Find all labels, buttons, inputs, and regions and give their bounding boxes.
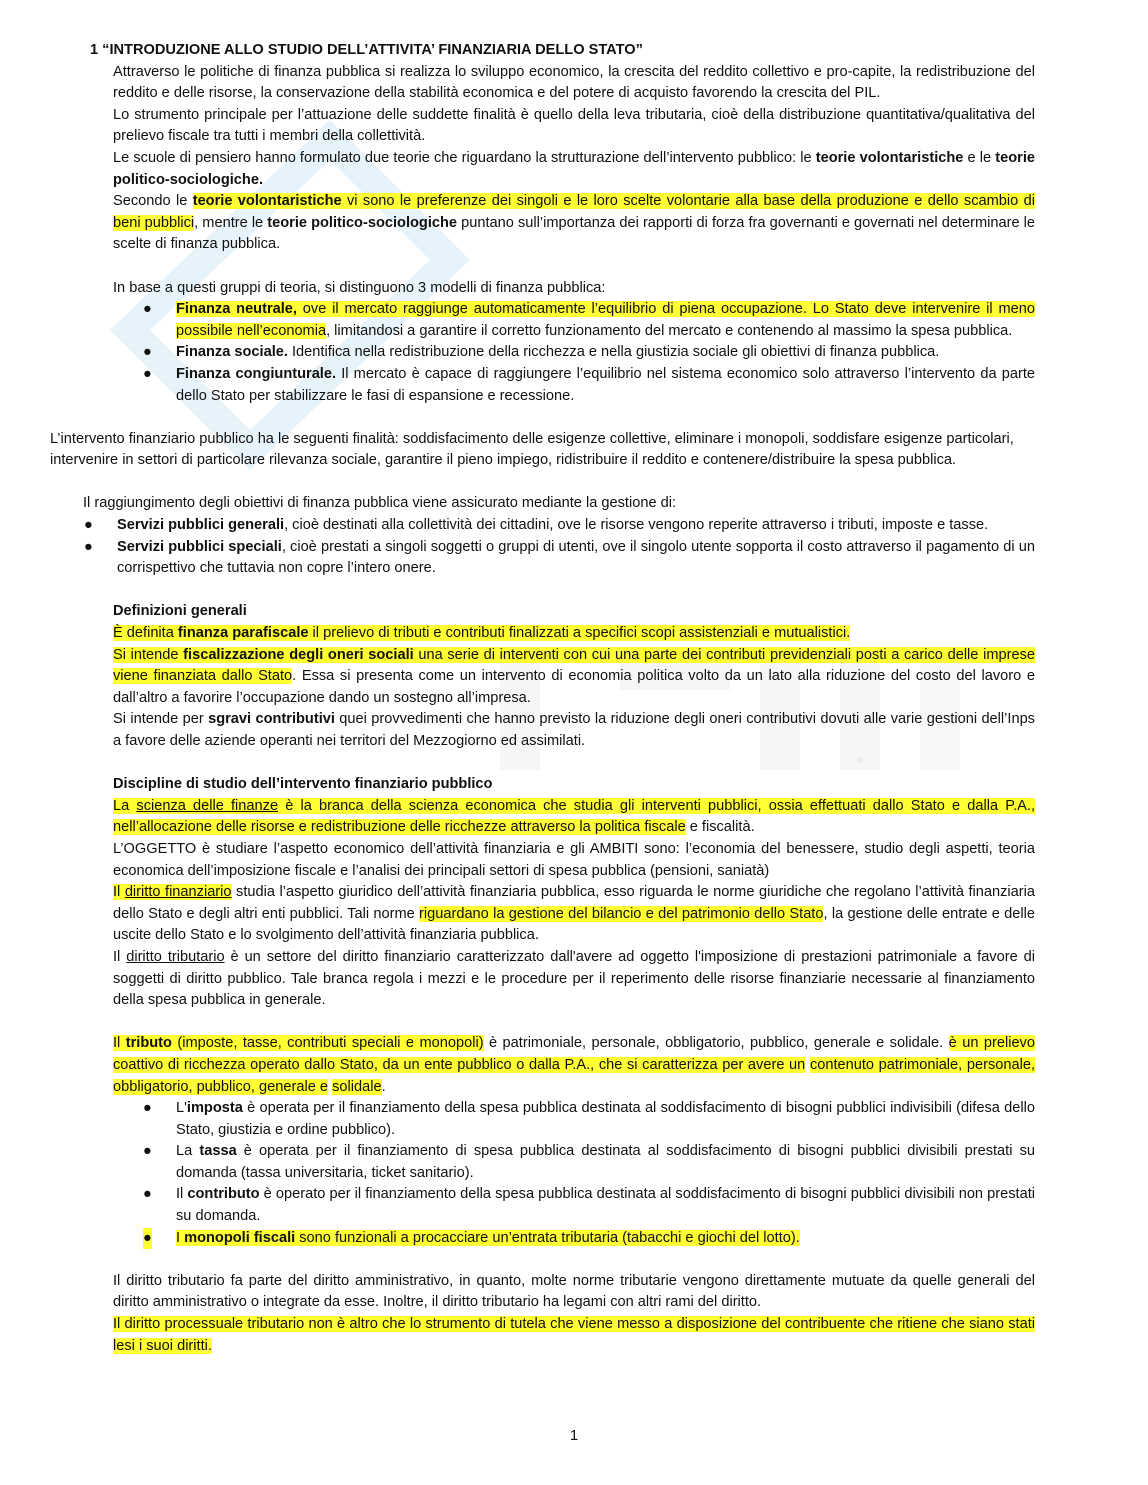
bullet-icon: ●	[84, 538, 93, 555]
intro-paragraph-3: Le scuole di pensiero hanno formulato due teorie che riguardano la strutturazione dell’intervento pubblico: le teorie volontaristiche e le teorie politico-sociologiche.	[113, 149, 1035, 188]
list-item: ● Finanza neutrale, ove il mercato raggiunge automaticamente l’equilibrio di piena occupazione. Lo Stato deve intervenire il meno possibile nell’economia, limitandosi a garantire il corretto funzionamento del mercato e contenendo al massimo la spesa pubblica.	[143, 301, 1035, 339]
definizioni-heading: Definizioni generali	[113, 603, 247, 620]
bullet-icon: ●	[143, 1143, 152, 1160]
list-item: ● Servizi pubblici speciali, cioè prestati a singoli soggetti o gruppi di utenti, ove il singolo utente sopporta il costo attraverso il pagamento di un corrispettivo che tuttavia non copre l’intero onere.	[84, 538, 1035, 577]
list-item: ● L'imposta è operata per il finanziamento della spesa pubblica destinata al soddisfacimento di bisogni pubblici indivisibili (difesa dello Stato, giustizia e ordine pubblico).	[143, 1100, 1035, 1138]
models-list	[50, 299, 1035, 407]
bullet-icon: ●	[143, 365, 152, 382]
list-item: ● I monopoli fiscali sono funzionali a procacciare un’entrata tributaria (tabacchi e giochi del lotto).	[50, 1228, 1035, 1250]
list-item: ● Finanza sociale. Identifica nella redistribuzione della ricchezza e nella giustizia sociale gli obiettivi di finanza pubblica.	[50, 342, 1035, 364]
models-intro: In base a questi gruppi di teoria, si distinguono 3 modelli di finanza pubblica:	[113, 279, 606, 296]
bullet-icon: ●	[143, 1228, 152, 1250]
list-item: ● La tassa è operata per il finanziamento di spesa pubblica destinata al soddisfacimento di bisogni pubblici divisibili prestati su domanda (tassa universitaria, ticket sanitario).	[143, 1143, 1035, 1181]
page-title: 1 “INTRODUZIONE ALLO STUDIO DELL’ATTIVITA’ FINANZIARIA DELLO STATO”	[90, 42, 643, 58]
servizi-list	[50, 515, 1035, 580]
discipline-heading: Discipline di studio dell’intervento finanziario pubblico	[113, 776, 493, 793]
diritto-finanziario: Il diritto finanziario studia l’aspetto giuridico dell’attività finanziaria pubblica, esso riguarda le norme giuridiche che regolano l’attività finanziaria dello Stato e degli altri enti pubblici. Tali norme riguardano la gestione del bilancio e del patrimonio dello Stato, la gestione delle entrate e delle uscite dello Stato e lo svolgimento dell’attività finanziaria pubblica.	[113, 884, 1035, 944]
intro-paragraph-1: Attraverso le politiche di finanza pubblica si realizza lo sviluppo economico, la crescita del reddito collettivo e pro-capite, la redistribuzione del reddito e delle risorse, la conservazione della stabilità economica e del potere di acquisto favorendo la crescita del PIL.	[113, 63, 1035, 102]
scienza-finanze: La scienza delle finanze è la branca della scienza economica che studia gli interventi pubblici, ossia effettuati dallo Stato e dalla P.A., nell’allocazione delle risorse e redistribuzione delle ricchezze attraverso la politica fiscale e fiscalità.	[113, 797, 1036, 836]
bullet-icon: ●	[84, 517, 93, 534]
servizi-intro: Il raggiungimento degli obiettivi di finanza pubblica viene assicurato mediante la gestione di:	[83, 495, 677, 512]
tributo-paragraph: Il tributo (imposte, tasse, contributi speciali e monopoli) è patrimoniale, personale, obbligatorio, pubblico, generale e solidale. è un prelievo coattivo di ricchezza operato dallo Stato, da un ente pubblico o dalla P.A., che si caratterizza per avere un contenuto patrimoniale, personale, obbligatorio, pubblico, generale e solidale.	[113, 1035, 1035, 1095]
definizione-3: Si intende per sgravi contributivi quei provvedimenti che hanno previsto la riduzione degli oneri contributivi dovuti alle varie gestioni dell’Inps a favore delle aziende operanti nei territori del Mezzogiorno ed assimilati.	[113, 711, 1035, 749]
chiusura-paragraph-1: Il diritto tributario fa parte del diritto amministrativo, in quanto, molte norme tributarie vengono direttamente mutuate da quelle generali del diritto amministrativo o integrate da esse. Inoltre, il diritto tributario ha legami con altri rami del diritto.	[113, 1272, 1035, 1311]
intro-paragraph-2: Lo strumento principale per l’attuazione delle suddette finalità è quello della leva tributaria, cioè della distribuzione quantitativa/qualitativa del prelievo fiscale tra tutti i membri della collettività.	[113, 106, 1035, 145]
list-item: ● Il contributo è operato per il finanziamento della spesa pubblica destinata al soddisfacimento di bisogni pubblici divisibili non prestati su domanda.	[143, 1186, 1036, 1225]
list-item: ● Servizi pubblici generali, cioè destinati alla collettività dei cittadini, ove le risorse vengono reperite attraverso i tributi, imposte e tasse.	[50, 515, 1035, 537]
bullet-icon: ●	[143, 344, 152, 361]
definizione-1: È definita finanza parafiscale il prelievo di tributi e contributi finalizzati a specifici scopi assistenziali e mutualistici.	[113, 625, 851, 642]
list-item: ● Finanza congiunturale. Il mercato è capace di raggiungere l’equilibrio nel sistema economico solo attraverso l’intervento da parte dello Stato per stabilizzare le fasi di espansione e recessione.	[143, 365, 1036, 404]
chiusura-paragraph-2: Il diritto processuale tributario non è altro che lo strumento di tutela che viene messo a disposizione del contribuente che ritiene che siano stati lesi i suoi diritti.	[113, 1316, 1035, 1354]
page-number: 1	[569, 1427, 579, 1444]
oggetto-ambiti: L’OGGETTO è studiare l’aspetto economico dell’attività finanziaria e gli AMBITI sono: l’economia del benessere, studio degli aspetti, teoria economica dell’imposizione fiscale e l’analisi dei principali settori di spesa pubblica (pensioni, saniatà)	[113, 840, 1035, 879]
intro-paragraph-4: Secondo le teorie volontaristiche vi sono le preferenze dei singoli e le loro scelte volontarie alla base della produzione e dello scambio di beni pubblici, mentre le teorie politico-sociologiche puntano sull’importanza dei rapporti di forza fra governanti e governati nel determinare le scelte di finanza pubblica.	[113, 193, 1036, 253]
diritto-tributario: Il diritto tributario è un settore del diritto finanziario caratterizzato dall'avere ad oggetto l'imposizione di prestazioni patrimoniale a favore di soggetti di diritto pubblico. Tale branca regola i mezzi e le procedure per il reperimento delle risorse finanziarie necessarie al finanziamento della spesa pubblica in generale.	[113, 948, 1035, 1009]
finalita-paragraph: L’intervento finanziario pubblico ha le seguenti finalità: soddisfacimento delle esigenze collettive, eliminare i monopoli, soddisfare esigenze particolari, intervenire in settori di particolare rilevanza sociale, garantire il pieno impiego, ridistribuire il reddito e contenere/distribuire la spesa pubblica.	[50, 430, 1014, 469]
document-body	[50, 40, 1035, 1357]
bullet-icon: ●	[143, 1186, 152, 1203]
bullet-icon: ●	[143, 301, 152, 318]
tributo-list	[50, 1098, 1035, 1249]
bullet-icon: ●	[143, 1100, 152, 1117]
definizione-2: Si intende fiscalizzazione degli oneri sociali una serie di interventi con cui una parte dei contributi previdenziali posti a carico delle imprese viene finanziata dallo Stato. Essa si presenta come un intervento di economia politica volto da un lato alla riduzione del costo del lavoro e dall’altro a favorire l’occupazione dando un sostegno all’impresa.	[113, 646, 1036, 706]
